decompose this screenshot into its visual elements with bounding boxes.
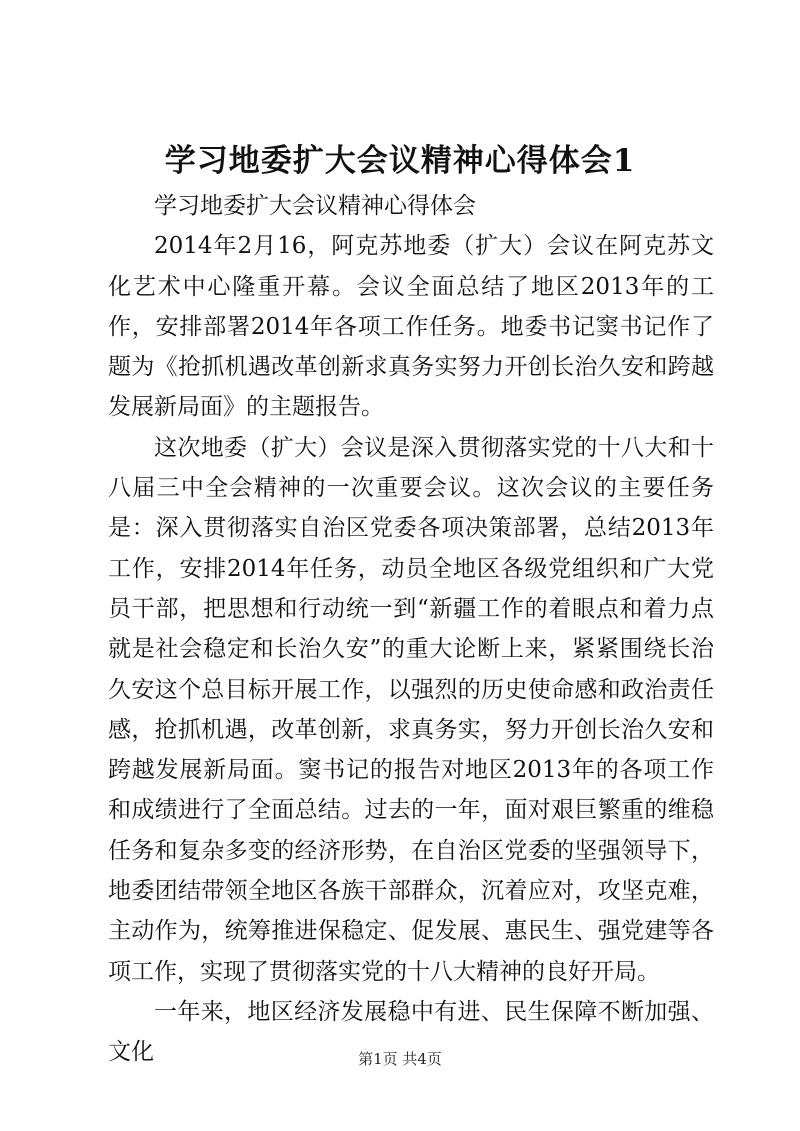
paragraph-subtitle: 学习地委扩大会议精神心得体会 xyxy=(154,193,476,219)
document-title: 学习地委扩大会议精神心得体会1 xyxy=(164,143,636,179)
document-body xyxy=(108,186,714,1073)
paragraph-3: 一年来，地区经济发展稳中有进、民生保障不断加强、文化 xyxy=(108,998,714,1066)
paragraph-2: 这次地委（扩大）会议是深入贯彻落实党的十八大和十八届三中全会精神的一次重要会议。这次会议的主要任务是：深入贯彻落实自治区党委各项决策部署，总结2013年工作，安排2014年任务，动员全地区各级党组织和广大党员干部，把思想和行动统一到“新疆工作的着眼点和着力点就是社会稳定和长治久安”的重大论断上来，紧紧围绕长治久安这个总目标开展工作，以强烈的历史使命感和政治责任感，抢抓机遇，改革创新，求真务实，努力开创长治久安和跨越发展新局面。窦书记的报告对地区2013年的各项工作和成绩进行了全面总结。过去的一年，面对艰巨繁重的维稳任务和复杂多变的经济形势，在自治区党委的坚强领导下，地委团结带领全地区各族干部群众，沉着应对，攻坚克难，主动作为，统筹推进保稳定、促发展、惠民生、强党建等各项工作，实现了贯彻落实党的十八大精神的良好开局。 xyxy=(108,434,714,985)
page-footer: 第1页 共4页 xyxy=(358,1050,442,1068)
paragraph-1: 2014年2月16，阿克苏地委（扩大）会议在阿克苏文化艺术中心隆重开幕。会议全面总结了地区2013年的工作，安排部署2014年各项工作任务。地委书记窦书记作了题为《抢抓机遇改革创新求真务实努力开创长治久安和跨越发展新局面》的主题报告。 xyxy=(108,233,714,421)
